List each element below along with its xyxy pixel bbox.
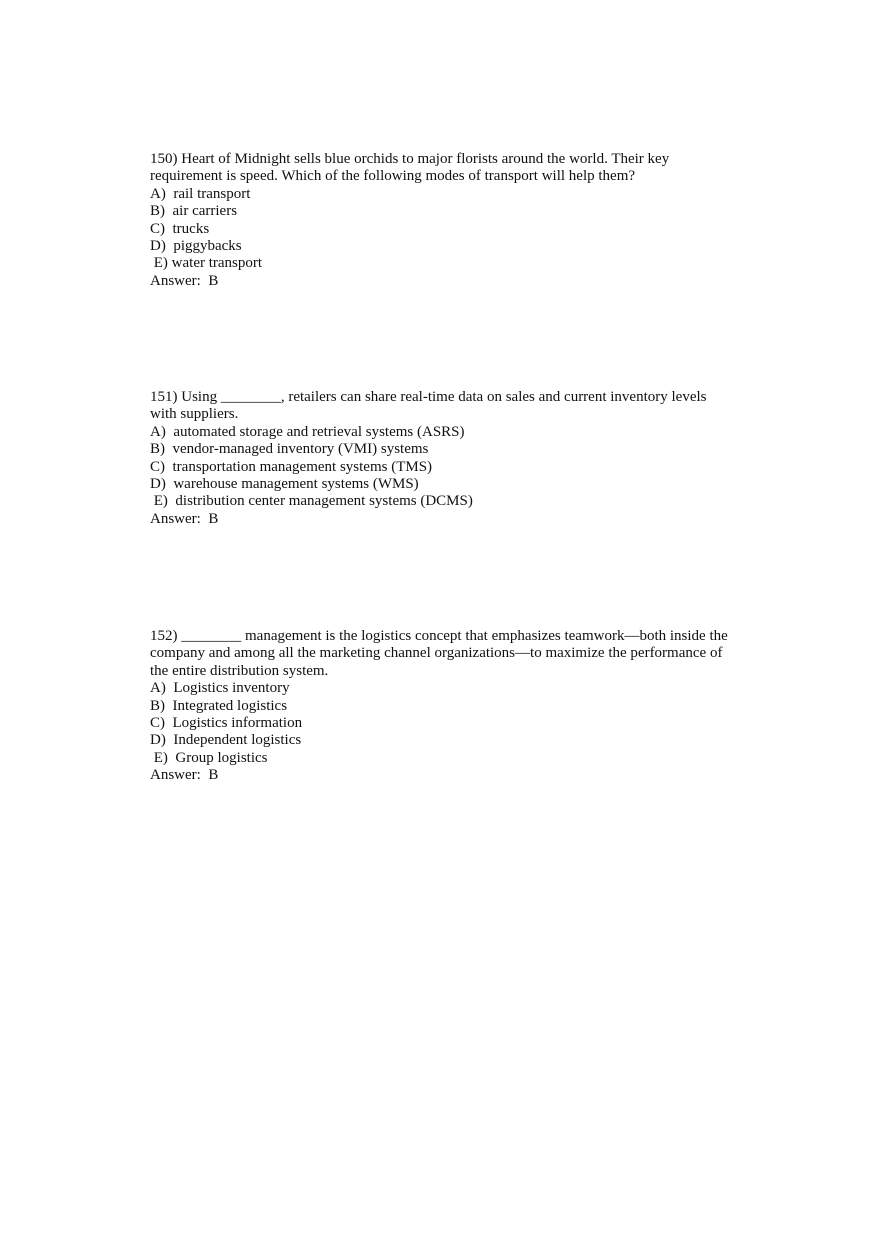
question-stem: 150) Heart of Midnight sells blue orchids to major florists around the world. Their key requirement is speed. Which of the following modes of transport will help them? [150, 151, 673, 185]
option-c: C) trucks [150, 220, 210, 237]
option-c: C) Logistics information [150, 715, 303, 732]
option-b: B) air carriers [150, 203, 238, 220]
option-d: D) Independent logistics [150, 732, 302, 749]
question-stem: 152) ________ management is the logistics concept that emphasizes teamwork—both inside the company and among all the marketing channel organizations—to maximize the performance of the entire distribution system. [150, 628, 732, 679]
question-stem: 151) Using ________, retailers can share real-time data on sales and current inventory levels with suppliers. [150, 389, 711, 423]
answer-line: Answer: B [150, 767, 219, 784]
option-e: E) water transport [150, 255, 263, 272]
option-b: B) vendor-managed inventory (VMI) systems [150, 441, 429, 458]
option-e: E) distribution center management systems (DCMS) [150, 493, 473, 510]
question-151 [150, 389, 730, 528]
option-a: A) Logistics inventory [150, 680, 290, 697]
option-c: C) transportation management systems (TMS) [150, 458, 433, 475]
option-d: D) warehouse management systems (WMS) [150, 476, 419, 493]
answer-line: Answer: B [150, 510, 219, 527]
option-e: E) Group logistics [150, 749, 268, 766]
option-a: A) rail transport [150, 185, 251, 202]
question-150 [150, 151, 730, 290]
question-152 [150, 628, 730, 785]
option-a: A) automated storage and retrieval systems (ASRS) [150, 423, 465, 440]
option-b: B) Integrated logistics [150, 697, 288, 714]
option-d: D) piggybacks [150, 238, 242, 255]
answer-line: Answer: B [150, 272, 219, 289]
